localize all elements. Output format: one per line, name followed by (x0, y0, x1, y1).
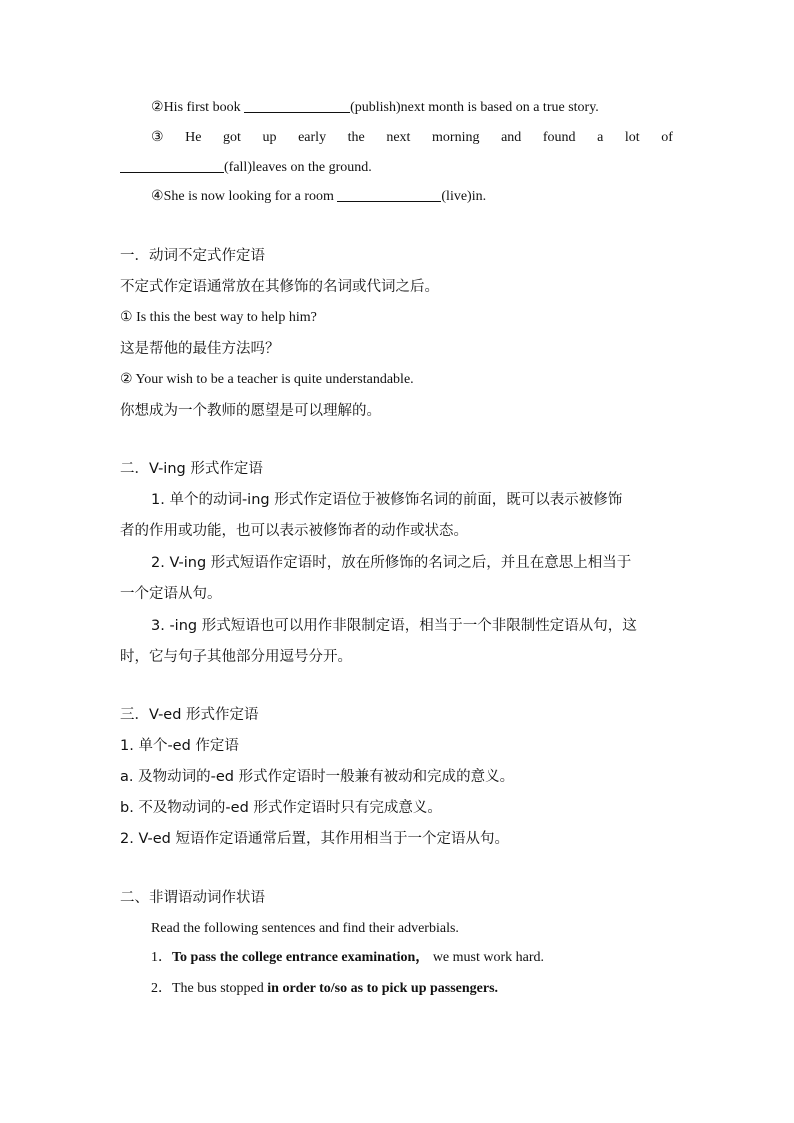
item-word: lot (624, 130, 640, 145)
adverbial-example-2 (151, 979, 705, 999)
item-word: of (661, 130, 673, 145)
ving-point-1: 1. 单个的动词-ing 形式作定语位于被修饰名词的前面，既可以表示被修饰 (151, 492, 623, 508)
item-text: (live)in. (441, 189, 487, 204)
item-word: early (298, 130, 327, 145)
item-text: His first book (163, 100, 245, 115)
item-word: got (223, 130, 241, 145)
exercise-item-3 (151, 128, 673, 148)
ved-point-1a: a. 及物动词的-ed 形式作定语时一般兼有被动和完成的意义。 (120, 769, 515, 785)
item-number: ② (151, 100, 164, 115)
exercise-item-3-continued (120, 158, 674, 178)
ving-point-1-continued: 者的作用或功能，也可以表示被修饰者的动作或状态。 (120, 523, 468, 539)
item-word: He (185, 130, 202, 145)
section-heading-adverbial: 二、非谓语动词作状语 (120, 890, 265, 906)
ving-point-2-continued: 一个定语从句。 (120, 586, 222, 602)
exercise-item-4 (151, 187, 705, 207)
example-sentence-1 (120, 308, 674, 328)
item-word: morning (432, 130, 480, 145)
ving-point-3-continued: 时，它与句子其他部分用逗号分开。 (120, 649, 352, 665)
item-number: ④ (151, 189, 164, 204)
example-text: we must work hard. (429, 950, 545, 965)
example-text: Your wish to be a teacher is quite understandable. (132, 372, 414, 387)
adverbial-phrase: To pass the college entrance examination， (172, 950, 430, 965)
item-word: the (347, 130, 365, 145)
item-word: and (501, 130, 522, 145)
item-text: She is now looking for a room (163, 189, 338, 204)
example-number: ① (120, 310, 133, 325)
example-number: 2． (151, 981, 172, 996)
item-word: a (597, 130, 604, 145)
exercise-item-2 (151, 98, 705, 118)
section-heading-ving: 二．V-ing 形式作定语 (120, 461, 263, 477)
example-text: Is this the best way to help him? (132, 310, 317, 325)
item-word: up (262, 130, 277, 145)
example-sentence-2 (120, 370, 674, 390)
answer-blank[interactable] (244, 98, 350, 113)
ving-point-2: 2. V-ing 形式短语作定语时，放在所修饰的名词之后，并且在意思上相当于 (151, 555, 632, 571)
ved-point-1b: b. 不及物动词的-ed 形式作定语时只有完成意义。 (120, 800, 442, 816)
example-number: 1． (151, 950, 172, 965)
adverbial-intro: Read the following sentences and find their adverbials. (151, 921, 459, 936)
ved-point-2: 2. V-ed 短语作定语通常后置，其作用相当于一个定语从句。 (120, 831, 509, 847)
answer-blank[interactable] (337, 187, 441, 202)
adverbial-phrase: in order to/so as to pick up passengers. (267, 981, 499, 996)
ved-point-1: 1. 单个-ed 作定语 (120, 738, 239, 754)
rule-text: 不定式作定语通常放在其修饰的名词或代词之后。 (120, 279, 439, 295)
item-word: next (386, 130, 411, 145)
adverbial-example-1 (151, 948, 705, 968)
item-text: (publish)next month is based on a true story. (350, 100, 599, 115)
item-text: (fall)leaves on the ground. (224, 160, 372, 175)
section-heading-ved: 三．V-ed 形式作定语 (120, 707, 259, 723)
example-translation-1: 这是帮他的最佳方法吗？ (120, 341, 280, 357)
answer-blank[interactable] (120, 158, 224, 173)
item-word: found (542, 130, 576, 145)
item-number: ③ (151, 130, 164, 145)
example-number: ② (120, 372, 133, 387)
section-heading-infinitive: 一．动词不定式作定语 (120, 248, 265, 264)
ving-point-3: 3. -ing 形式短语也可以用作非限制定语，相当于一个非限制性定语从句，这 (151, 618, 637, 634)
example-translation-2: 你想成为一个教师的愿望是可以理解的。 (120, 403, 381, 419)
example-text: The bus stopped (172, 981, 268, 996)
